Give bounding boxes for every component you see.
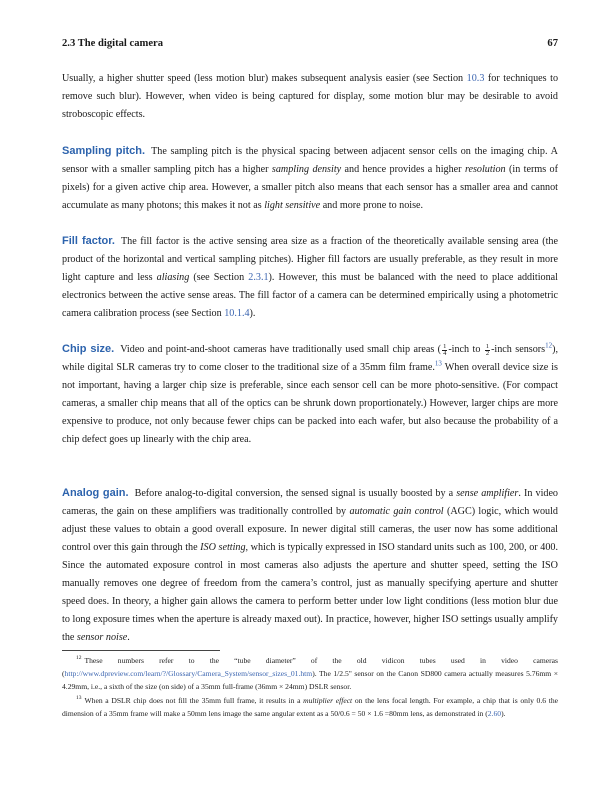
fraction-quarter: $\frac{1}{4}$	[443, 343, 447, 357]
subheading: Fill factor.	[62, 235, 115, 247]
subheading: Chip size.	[62, 343, 115, 355]
subheading: Analog gain.	[62, 487, 129, 499]
analog-gain-paragraph: Analog gain. Before analog-to-digital conversion, the sensed signal is usually boosted by a sense amplifier. In video cameras, the gain on these amplifiers was traditionally controlled by automatic gain control (AGC) logic, which would adjust these values to obtain a good overall exposure. In newer digital still cameras, the user now has some additional control over this gain through the ISO setting, which is typically expressed in ISO standard units such as 100, 200, or 400. Since the automated exposure control in most cameras also adjusts the aperture and shutter speed, setting the ISO manually removes one degree of freedom from the camera’s control, just as manually specifying aperture and shutter speed does. In theory, a higher gain allows the camera to perform better under low light conditions (less motion blur due to long exposure times when the aperture is already maxed out). In practice, however, higher ISO settings usually amplify the sensor noise.	[62, 487, 558, 643]
footnotes	[62, 654, 558, 721]
figure-link[interactable]: 2.60	[487, 709, 502, 718]
section-link[interactable]: 10.1.4	[224, 308, 250, 319]
fraction-half: $\frac{1}{2}$	[485, 343, 490, 357]
chip-size-paragraph: Chip size. Video and point-and-shoot cameras have traditionally used small chip areas ( $\frac{1}{4}$ -inch to $\frac{1}{2}$ -inch sensors$^{12}$), while digital SLR cameras try to come closer to the traditional size of a 35mm film frame.$^{13}$ When overall device size is not important, having a larger chip size is preferable, since each sensor cell can be more photo-sensitive. (For compact cameras, a smaller chip means that all of the optics can be shrunk down proportionately.) However, larger chips are more expensive to produce, not only because fewer chips can be packed into each wafer, but also because the probability of a chip defect goes up linearly with the chip area.	[62, 341, 558, 445]
footnote-marker[interactable]: 13	[434, 359, 442, 368]
page-number: 67	[547, 38, 558, 49]
footnote-12: $^{12}$ These numbers refer to the “tube diameter” of the old vidicon tubes used in video cameras (http://www.dpreview.com/learn/?/Glossary/Camera_System/sensor_sizes_01.htm). The 1/2.5" sensor on the Canon SD800 camera actually measures 5.76mm × 4.29mm, i.e., a sixth of the size (on side) of a 35mm full-frame (36mm × 24mm) DSLR sensor.	[62, 655, 558, 691]
intro-paragraph: Usually, a higher shutter speed (less motion blur) makes subsequent analysis easier (see Section 10.3 for techniques to remove such blur). However, when video is being captured for display, some motion blur may be desirable to avoid stroboscopic effects.	[62, 73, 559, 120]
running-header	[62, 38, 558, 49]
section-link[interactable]: 10.3	[466, 73, 485, 84]
section-title: 2.3 The digital camera	[62, 38, 164, 49]
footnote-divider	[62, 650, 220, 651]
subheading: Sampling pitch.	[62, 145, 146, 157]
sampling-pitch-paragraph: Sampling pitch. The sampling pitch is the physical spacing between adjacent sensor cells on the imaging chip. A sensor with a smaller sampling pitch has a higher sampling density and hence provides a higher resolution (in terms of pixels) for a given active chip area. However, a smaller pitch also means that each sensor has a smaller area and cannot accumulate as many photons; this makes it not as light sensitive and more prone to noise.	[62, 145, 558, 211]
section-link[interactable]: 2.3.1	[248, 272, 269, 283]
fill-factor-paragraph: Fill factor. The fill factor is the active sensing area size as a fraction of the theoretically available sensing area (the product of the horizontal and vertical sampling pitches). Higher fill factors are usually preferable, as they result in more light capture and less aliasing (see Section 2.3.1). However, this must be balanced with the need to place additional electronics between the active sense areas. The fill factor of a camera can be determined empirically using a photometric camera calibration process (see Section 10.1.4).	[62, 235, 558, 319]
footnote-13: $^{13}$ When a DSLR chip does not fill the 35mm full frame, it results in a multiplier effect on the lens focal length. For example, a chip that is only 0.6 the dimension of a 35mm frame will make a 50mm lens image the same angular extent as a 50/0.6 = 50 × 1.6 =80mm lens, as demonstrated in (2.60).	[62, 695, 558, 718]
footnote-marker[interactable]: 12	[545, 341, 553, 350]
footnote-url-link[interactable]: http://www.dpreview.com/learn/?/Glossary/Camera_System/sensor_sizes_01.htm	[64, 669, 313, 678]
